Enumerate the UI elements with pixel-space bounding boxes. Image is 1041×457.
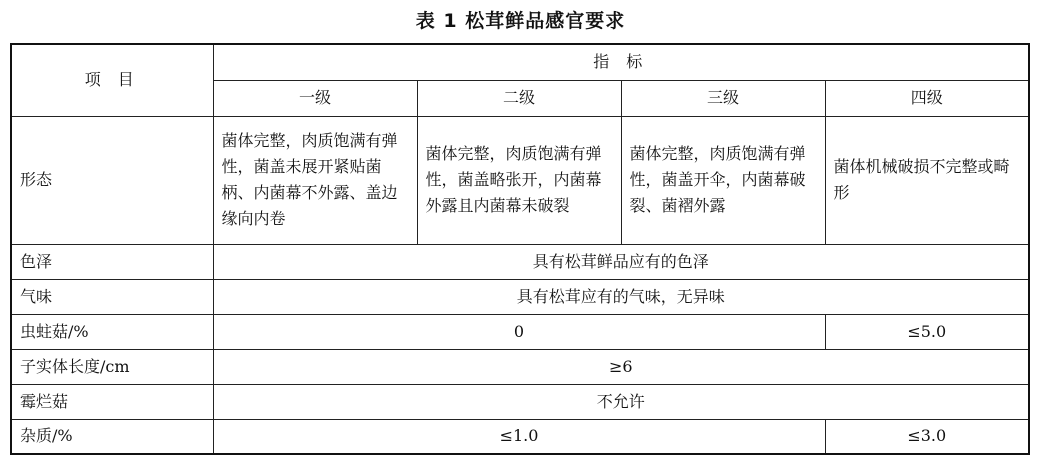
value-insect-g4: ≤5.0: [825, 314, 1029, 349]
row-insect: [11, 314, 1029, 349]
value-length: ≥6: [213, 349, 1029, 384]
header-grade-1: 一级: [213, 80, 417, 116]
value-smell: 具有松茸应有的气味，无异味: [213, 279, 1029, 314]
label-impurity: 杂质/%: [11, 419, 213, 454]
shape-grade-2: 菌体完整，肉质饱满有弹性，菌盖略张开，内菌幕外露且内菌幕未破裂: [417, 116, 621, 244]
header-grade-3: 三级: [621, 80, 825, 116]
shape-grade-3: 菌体完整，肉质饱满有弹性，菌盖开伞，内菌幕破裂、菌褶外露: [621, 116, 825, 244]
header-row-1: [11, 44, 1029, 80]
value-insect-g123: 0: [213, 314, 825, 349]
value-impurity-g123: ≤1.0: [213, 419, 825, 454]
label-shape: 形态: [11, 116, 213, 244]
header-grade-4: 四级: [825, 80, 1029, 116]
label-moldy: 霉烂菇: [11, 384, 213, 419]
value-color: 具有松茸鲜品应有的色泽: [213, 244, 1029, 279]
label-color: 色泽: [11, 244, 213, 279]
label-length: 子实体长度/cm: [11, 349, 213, 384]
value-impurity-g4: ≤3.0: [825, 419, 1029, 454]
row-smell: [11, 279, 1029, 314]
header-indicator: 指 标: [213, 44, 1029, 80]
shape-grade-1: 菌体完整，肉质饱满有弹性，菌盖未展开紧贴菌柄、内菌幕不外露、盖边缘向内卷: [213, 116, 417, 244]
header-grade-2: 二级: [417, 80, 621, 116]
sensory-requirements-table: [10, 43, 1030, 455]
table-caption: 表 1 松茸鲜品感官要求: [415, 10, 626, 32]
row-impurity: [11, 419, 1029, 454]
row-moldy: [11, 384, 1029, 419]
shape-grade-4: 菌体机械破损不完整或畸形: [825, 116, 1029, 244]
value-moldy: 不允许: [213, 384, 1029, 419]
label-insect: 虫蛀菇/%: [11, 314, 213, 349]
label-smell: 气味: [11, 279, 213, 314]
row-color: [11, 244, 1029, 279]
header-item: 项 目: [11, 44, 213, 116]
row-shape: [11, 116, 1029, 244]
row-length: [11, 349, 1029, 384]
